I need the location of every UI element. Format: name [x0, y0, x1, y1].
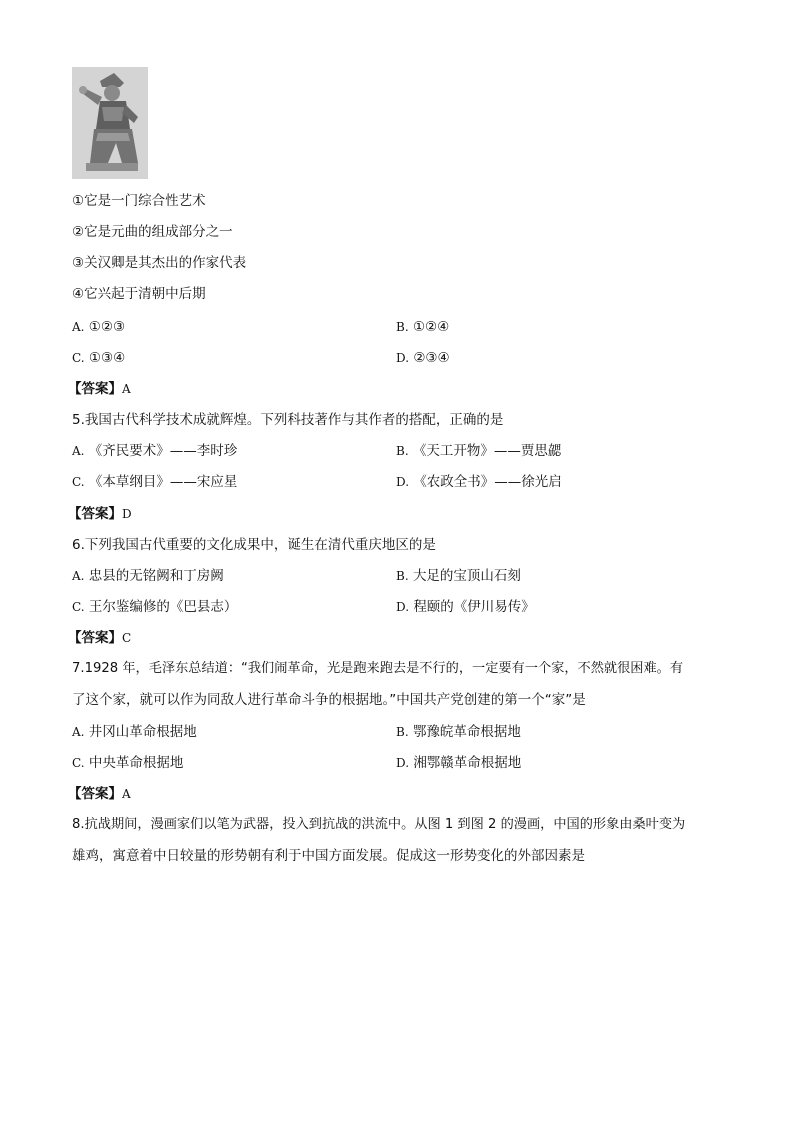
q7-option-d — [396, 753, 521, 773]
q4-option-a — [72, 317, 125, 337]
statement-1: ①它是一门综合性艺术 — [72, 193, 206, 209]
q5-option-b — [396, 441, 561, 461]
statement-4: ④它兴起于清朝中后期 — [72, 286, 206, 302]
answer-key: 【答案】 — [68, 786, 122, 802]
q4-option-d — [396, 348, 450, 368]
q4-answer — [68, 379, 131, 399]
q6-option-d — [396, 597, 535, 617]
option-text: 《齐民要术》——李时珍 — [88, 443, 238, 459]
q6-answer — [68, 628, 131, 648]
option-label: D. — [396, 475, 410, 489]
q7-option-c — [72, 753, 183, 773]
option-text: 忠县的无铭阙和丁房阙 — [88, 568, 224, 584]
option-text: 井冈山革命根据地 — [88, 724, 197, 740]
option-label: A. — [72, 444, 85, 458]
option-text: ①②③ — [88, 319, 126, 335]
option-text: 《本草纲目》——宋应星 — [88, 474, 238, 490]
q6-option-a — [72, 566, 224, 586]
option-label: B. — [396, 444, 409, 458]
option-text: ②③④ — [413, 350, 450, 366]
q7-answer — [68, 784, 131, 804]
option-label: C. — [72, 756, 85, 770]
answer-key: 【答案】 — [68, 506, 122, 522]
q7-stem-line1: 7.1928 年，毛泽东总结道：“我们闹革命，光是跑来跑去是不行的，一定要有一个家，不然就很困难。有 — [72, 661, 684, 676]
q5-option-d — [396, 472, 562, 492]
option-label: C. — [72, 475, 85, 489]
option-text: 王尔鉴编修的《巴县志） — [88, 599, 238, 615]
option-text: ①②④ — [412, 319, 450, 335]
q8-stem-line2: 雄鸡，寓意着中日较量的形势朝有利于中国方面发展。促成这一形势变化的外部因素是 — [72, 848, 585, 864]
option-text: 湘鄂赣革命根据地 — [413, 755, 522, 771]
q7-option-a — [72, 722, 197, 742]
q4-option-b — [396, 317, 449, 337]
option-text: 《农政全书》——徐光启 — [413, 474, 562, 490]
option-label: A. — [72, 569, 85, 583]
answer-value: A — [122, 382, 131, 396]
option-label: A. — [72, 320, 85, 334]
statement-3: ③关汉卿是其杰出的作家代表 — [72, 255, 247, 271]
option-label: B. — [396, 725, 409, 739]
option-label: B. — [396, 320, 409, 334]
opera-figure-image — [72, 67, 148, 179]
option-text: ①③④ — [88, 350, 126, 366]
answer-key: 【答案】 — [68, 381, 122, 397]
q7-stem-line2: 了这个家，就可以作为同敌人进行革命斗争的根据地。”中国共产党创建的第一个“家”是 — [72, 692, 586, 708]
q5-option-c — [72, 472, 237, 492]
q7-option-b — [396, 722, 521, 742]
q4-option-c — [72, 348, 125, 368]
option-label: A. — [72, 725, 85, 739]
option-label: D. — [396, 351, 410, 365]
q6-stem: 6.下列我国古代重要的文化成果中，诞生在清代重庆地区的是 — [72, 537, 436, 553]
option-label: B. — [396, 569, 409, 583]
answer-value: A — [122, 787, 131, 801]
option-text: 《天工开物》——贾思勰 — [412, 443, 562, 459]
statement-2: ②它是元曲的组成部分之一 — [72, 224, 233, 240]
q6-option-b — [396, 566, 521, 586]
option-label: C. — [72, 351, 85, 365]
q5-stem: 5.我国古代科学技术成就辉煌。下列科技著作与其作者的搭配，正确的是 — [72, 412, 504, 428]
option-text: 程颐的《伊川易传》 — [413, 599, 535, 615]
option-label: D. — [396, 600, 410, 614]
option-text: 鄂豫皖革命根据地 — [412, 724, 521, 740]
q8-stem-line1: 8.抗战期间，漫画家们以笔为武器，投入到抗战的洪流中。从图 1 到图 2 的漫画，中国的形象由桑叶变为 — [72, 817, 686, 832]
answer-value: C — [122, 631, 132, 645]
option-text: 中央革命根据地 — [88, 755, 184, 771]
answer-value: D — [122, 507, 132, 521]
option-label: D. — [396, 756, 410, 770]
opera-figure-sculpture-icon — [72, 67, 148, 179]
q5-answer — [68, 504, 132, 524]
option-label: C. — [72, 600, 85, 614]
option-text: 大足的宝顶山石刻 — [412, 568, 521, 584]
q6-option-c — [72, 597, 237, 617]
answer-key: 【答案】 — [68, 630, 122, 646]
q5-option-a — [72, 441, 237, 461]
